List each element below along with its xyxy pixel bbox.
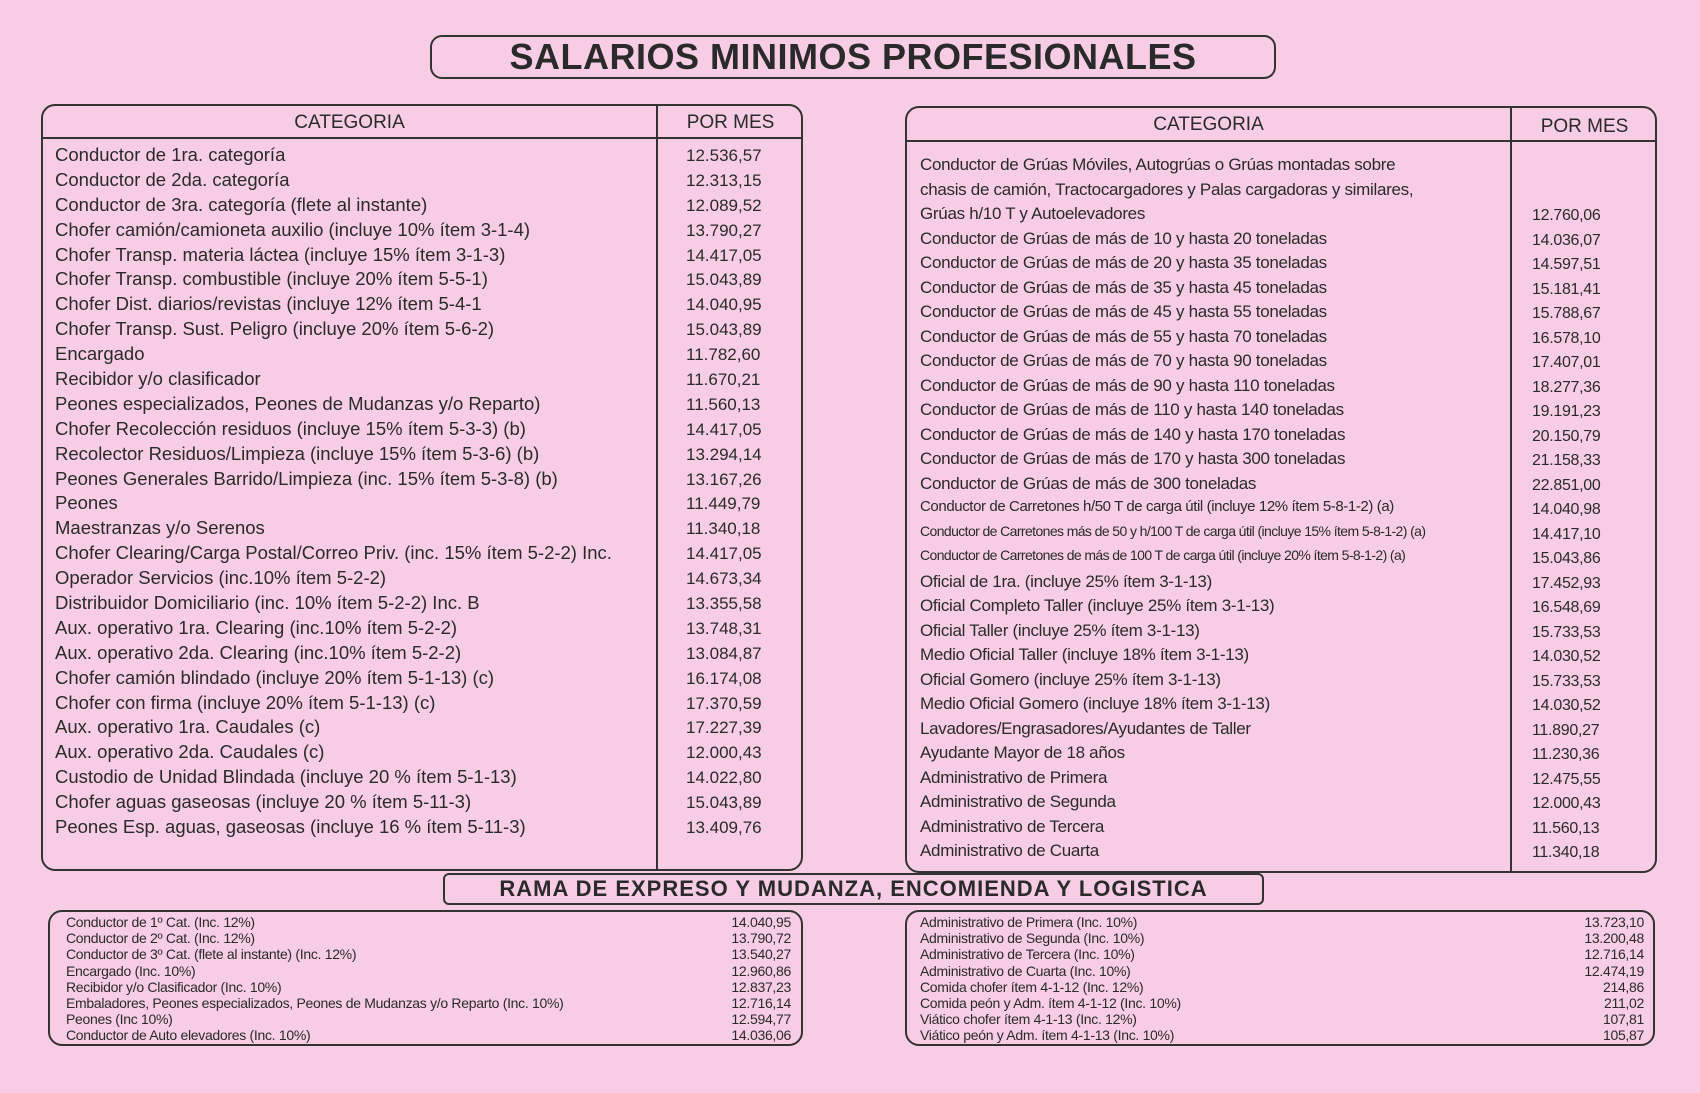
left-salary-table xyxy=(41,104,803,871)
table-row: Administrativo de Tercera 11.560,13 xyxy=(920,816,1600,837)
list-item: Embaladores, Peones especializados, Peones de Mudanzas y/o Reparto (Inc. 10%) 12.716,14 xyxy=(66,994,791,1011)
table-row: Chofer Transp. materia láctea (incluye 15% ítem 3-1-3) 14.417,05 xyxy=(55,243,762,265)
list-item: Administrativo de Segunda (Inc. 10%) 13.200,48 xyxy=(920,930,1644,947)
table-row: Chofer Recolección residuos (incluye 15% ítem 5-3-3) (b) 14.417,05 xyxy=(55,417,762,439)
table-row: Conductor de 2da. categoría 12.313,15 xyxy=(55,168,762,190)
table-row: Peones Generales Barrido/Limpieza (inc. 15% ítem 5-3-8) (b) 13.167,26 xyxy=(55,467,762,489)
table-row: Conductor de Grúas de más de 10 y hasta 20 toneladas 14.036,07 xyxy=(920,228,1601,249)
page-title: SALARIOS MINIMOS PROFESIONALES xyxy=(430,35,1276,79)
table-row: Chofer Transp. Sust. Peligro (incluye 20% ítem 5-6-2) 15.043,89 xyxy=(55,318,762,340)
expreso-left-table xyxy=(48,910,803,1046)
table-row: Recibidor y/o clasificador 11.670,21 xyxy=(55,368,761,390)
table-row: Ayudante Mayor de 18 años 11.230,36 xyxy=(920,743,1600,763)
table-row: Peones especializados, Peones de Mudanzas y/o Reparto) 11.560,13 xyxy=(55,392,761,414)
table-row: Conductor de Carretones h/50 T de carga útil (incluye 12% ítem 5-8-1-2) (a) 14.040,98 xyxy=(920,498,1601,518)
table-row: Chofer aguas gaseosas (incluye 20 % ítem 5-11-3) 15.043,89 xyxy=(55,791,762,813)
table-row: Administrativo de Cuarta 11.340,18 xyxy=(920,841,1600,861)
table-row: Operador Servicios (inc.10% ítem 5-2-2) 14.673,34 xyxy=(55,567,762,589)
expreso-right-rows xyxy=(920,914,1644,1044)
table-row: Conductor de Grúas de más de 140 y hasta 170 toneladas 20.150,79 xyxy=(920,424,1601,445)
table-row: Administrativo de Segunda 12.000,43 xyxy=(920,792,1601,812)
table-row: Conductor de Carretones más de 50 y h/100 T de carga útil (incluye 15% ítem 5-8-1-2) (a) 14.417,10 xyxy=(920,522,1601,543)
table-row: Conductor de Grúas de más de 45 y hasta 55 toneladas 15.788,67 xyxy=(920,302,1601,322)
table-row: Oficial Completo Taller (incluye 25% ítem 3-1-13) 16.548,69 xyxy=(920,596,1601,616)
table-row: Aux. operativo 1ra. Clearing (inc.10% ítem 5-2-2) 13.748,31 xyxy=(55,616,762,638)
list-item: Comida chofer ítem 4-1-12 (Inc. 12%) 214,86 xyxy=(920,978,1644,995)
table-row: Conductor de 3ra. categoría (flete al instante) 12.089,52 xyxy=(55,193,762,215)
table-row: Conductor de 1ra. categoría 12.536,57 xyxy=(55,144,762,165)
table-row: Administrativo de Primera 12.475,55 xyxy=(920,767,1601,788)
list-item: Encargado (Inc. 10%) 12.960,86 xyxy=(66,962,791,979)
table-row: Distribuidor Domiciliario (inc. 10% ítem 5-2-2) Inc. B 13.355,58 xyxy=(55,592,762,614)
table-row: Custodio de Unidad Blindada (incluye 20 % ítem 5-1-13) 14.022,80 xyxy=(55,766,762,788)
list-item: Comida peón y Adm. ítem 4-1-12 (Inc. 10%) 211,02 xyxy=(920,994,1644,1011)
list-item: Conductor de 2º Cat. (Inc. 12%) 13.790,72 xyxy=(66,930,791,947)
table-row: Aux. operativo 2da. Clearing (inc.10% ítem 5-2-2) 13.084,87 xyxy=(55,641,762,663)
table-row: Conductor de Grúas de más de 170 y hasta 300 toneladas 21.158,33 xyxy=(920,449,1601,469)
table-row: Aux. operativo 1ra. Caudales (c) 17.227,39 xyxy=(55,716,762,738)
list-item: Administrativo de Primera (Inc. 10%) 13.723,10 xyxy=(920,914,1644,930)
table-row: Chofer Transp. combustible (incluye 20% ítem 5-5-1) 15.043,89 xyxy=(55,268,762,290)
table-row: Conductor de Grúas de más de 90 y hasta 110 toneladas 18.277,36 xyxy=(920,375,1601,396)
right-salary-table xyxy=(905,106,1657,873)
list-item: Conductor de Auto elevadores (Inc. 10%) 14.036,06 xyxy=(66,1027,791,1044)
table-row: Conductor de Carretones de más de 100 T de carga útil (incluye 20% ítem 5-8-1-2) (a) 15.043,86 xyxy=(920,547,1601,567)
table-row: Conductor de Grúas de más de 55 y hasta 70 toneladas 16.578,10 xyxy=(920,326,1601,347)
table-row: Maestranzas y/o Serenos 11.340,18 xyxy=(55,517,761,539)
expreso-left-rows xyxy=(66,914,791,1044)
table-row: Conductor de Grúas Móviles, Autogrúas o Grúas montadas sobre xyxy=(920,155,1396,174)
table-row: Oficial de 1ra. (incluye 25% ítem 3-1-13) 17.452,93 xyxy=(920,571,1601,592)
table-row: Medio Oficial Gomero (incluye 18% ítem 3-1-13) 14.030,52 xyxy=(920,694,1601,714)
list-item: Administrativo de Cuarta (Inc. 10%) 12.474,19 xyxy=(920,962,1644,979)
table-row: Oficial Taller (incluye 25% ítem 3-1-13) 15.733,53 xyxy=(920,620,1601,641)
right-header-per-month: POR MES xyxy=(1540,116,1629,137)
table-row: Chofer con firma (incluye 20% ítem 5-1-13) (c) 17.370,59 xyxy=(55,691,762,713)
expreso-right-table xyxy=(905,910,1655,1046)
list-item: Viático peón y Adm. ítem 4-1-13 (Inc. 10%) 105,87 xyxy=(920,1027,1644,1044)
list-item: Conductor de 1º Cat. (Inc. 12%) 14.040,95 xyxy=(66,914,791,930)
table-row: Peones 11.449,79 xyxy=(55,492,761,514)
table-row: chasis de camión, Tractocargadores y Palas cargadoras y similares, xyxy=(920,179,1414,199)
list-item: Peones (Inc 10%) 12.594,77 xyxy=(66,1011,791,1028)
table-row: Conductor de Grúas de más de 70 y hasta 90 toneladas 17.407,01 xyxy=(920,351,1601,371)
table-row: Chofer Clearing/Carga Postal/Correo Priv. (inc. 15% ítem 5-2-2) Inc. 14.417,05 xyxy=(55,542,762,564)
table-row: Recolector Residuos/Limpieza (incluye 15% ítem 5-3-6) (b) 13.294,14 xyxy=(55,442,762,464)
table-row: Conductor de Grúas de más de 35 y hasta 45 toneladas 15.181,41 xyxy=(920,277,1601,298)
table-row: Medio Oficial Taller (incluye 18% ítem 3-1-13) 14.030,52 xyxy=(920,645,1601,665)
table-row: Chofer camión/camioneta auxilio (incluye 10% ítem 3-1-4) 13.790,27 xyxy=(55,218,762,240)
left-header-per-month: POR MES xyxy=(686,112,775,133)
list-item: Recibidor y/o Clasificador (Inc. 10%) 12.837,23 xyxy=(66,978,791,995)
table-row: Peones Esp. aguas, gaseosas (incluye 16 % ítem 5-11-3) 13.409,76 xyxy=(55,816,762,838)
table-row: Encargado 11.782,60 xyxy=(55,343,761,365)
left-header-category: CATEGORIA xyxy=(294,112,405,133)
table-row: Grúas h/10 T y Autoelevadores 12.760,06 xyxy=(920,204,1601,224)
table-row: Conductor de Grúas de más de 110 y hasta 140 toneladas 19.191,23 xyxy=(920,400,1601,420)
left-rows xyxy=(55,144,800,841)
right-header-category: CATEGORIA xyxy=(1153,114,1264,135)
table-row: Lavadores/Engrasadores/Ayudantes de Taller 11.890,27 xyxy=(920,718,1600,739)
table-row: Aux. operativo 2da. Caudales (c) 12.000,43 xyxy=(55,741,762,763)
table-row: Chofer camión blindado (incluye 20% ítem 5-1-13) (c) 16.174,08 xyxy=(55,666,762,688)
table-row: Oficial Gomero (incluye 25% ítem 3-1-13) 15.733,53 xyxy=(920,669,1601,690)
right-rows xyxy=(920,155,1655,866)
table-row: Conductor de Grúas de más de 300 toneladas 22.851,00 xyxy=(920,473,1601,494)
list-item: Administrativo de Tercera (Inc. 10%) 12.716,14 xyxy=(920,946,1644,963)
expreso-section-title: RAMA DE EXPRESO Y MUDANZA, ENCOMIENDA Y LOGISTICA xyxy=(443,873,1264,905)
list-item: Conductor de 3º Cat. (flete al instante) (Inc. 12%) 13.540,27 xyxy=(66,946,791,963)
table-row: Conductor de Grúas de más de 20 y hasta 35 toneladas 14.597,51 xyxy=(920,253,1601,273)
list-item: Viático chofer ítem 4-1-13 (Inc. 12%) 107,81 xyxy=(920,1011,1644,1028)
table-row: Chofer Dist. diarios/revistas (incluye 12% ítem 5-4-1 14.040,95 xyxy=(55,293,762,315)
